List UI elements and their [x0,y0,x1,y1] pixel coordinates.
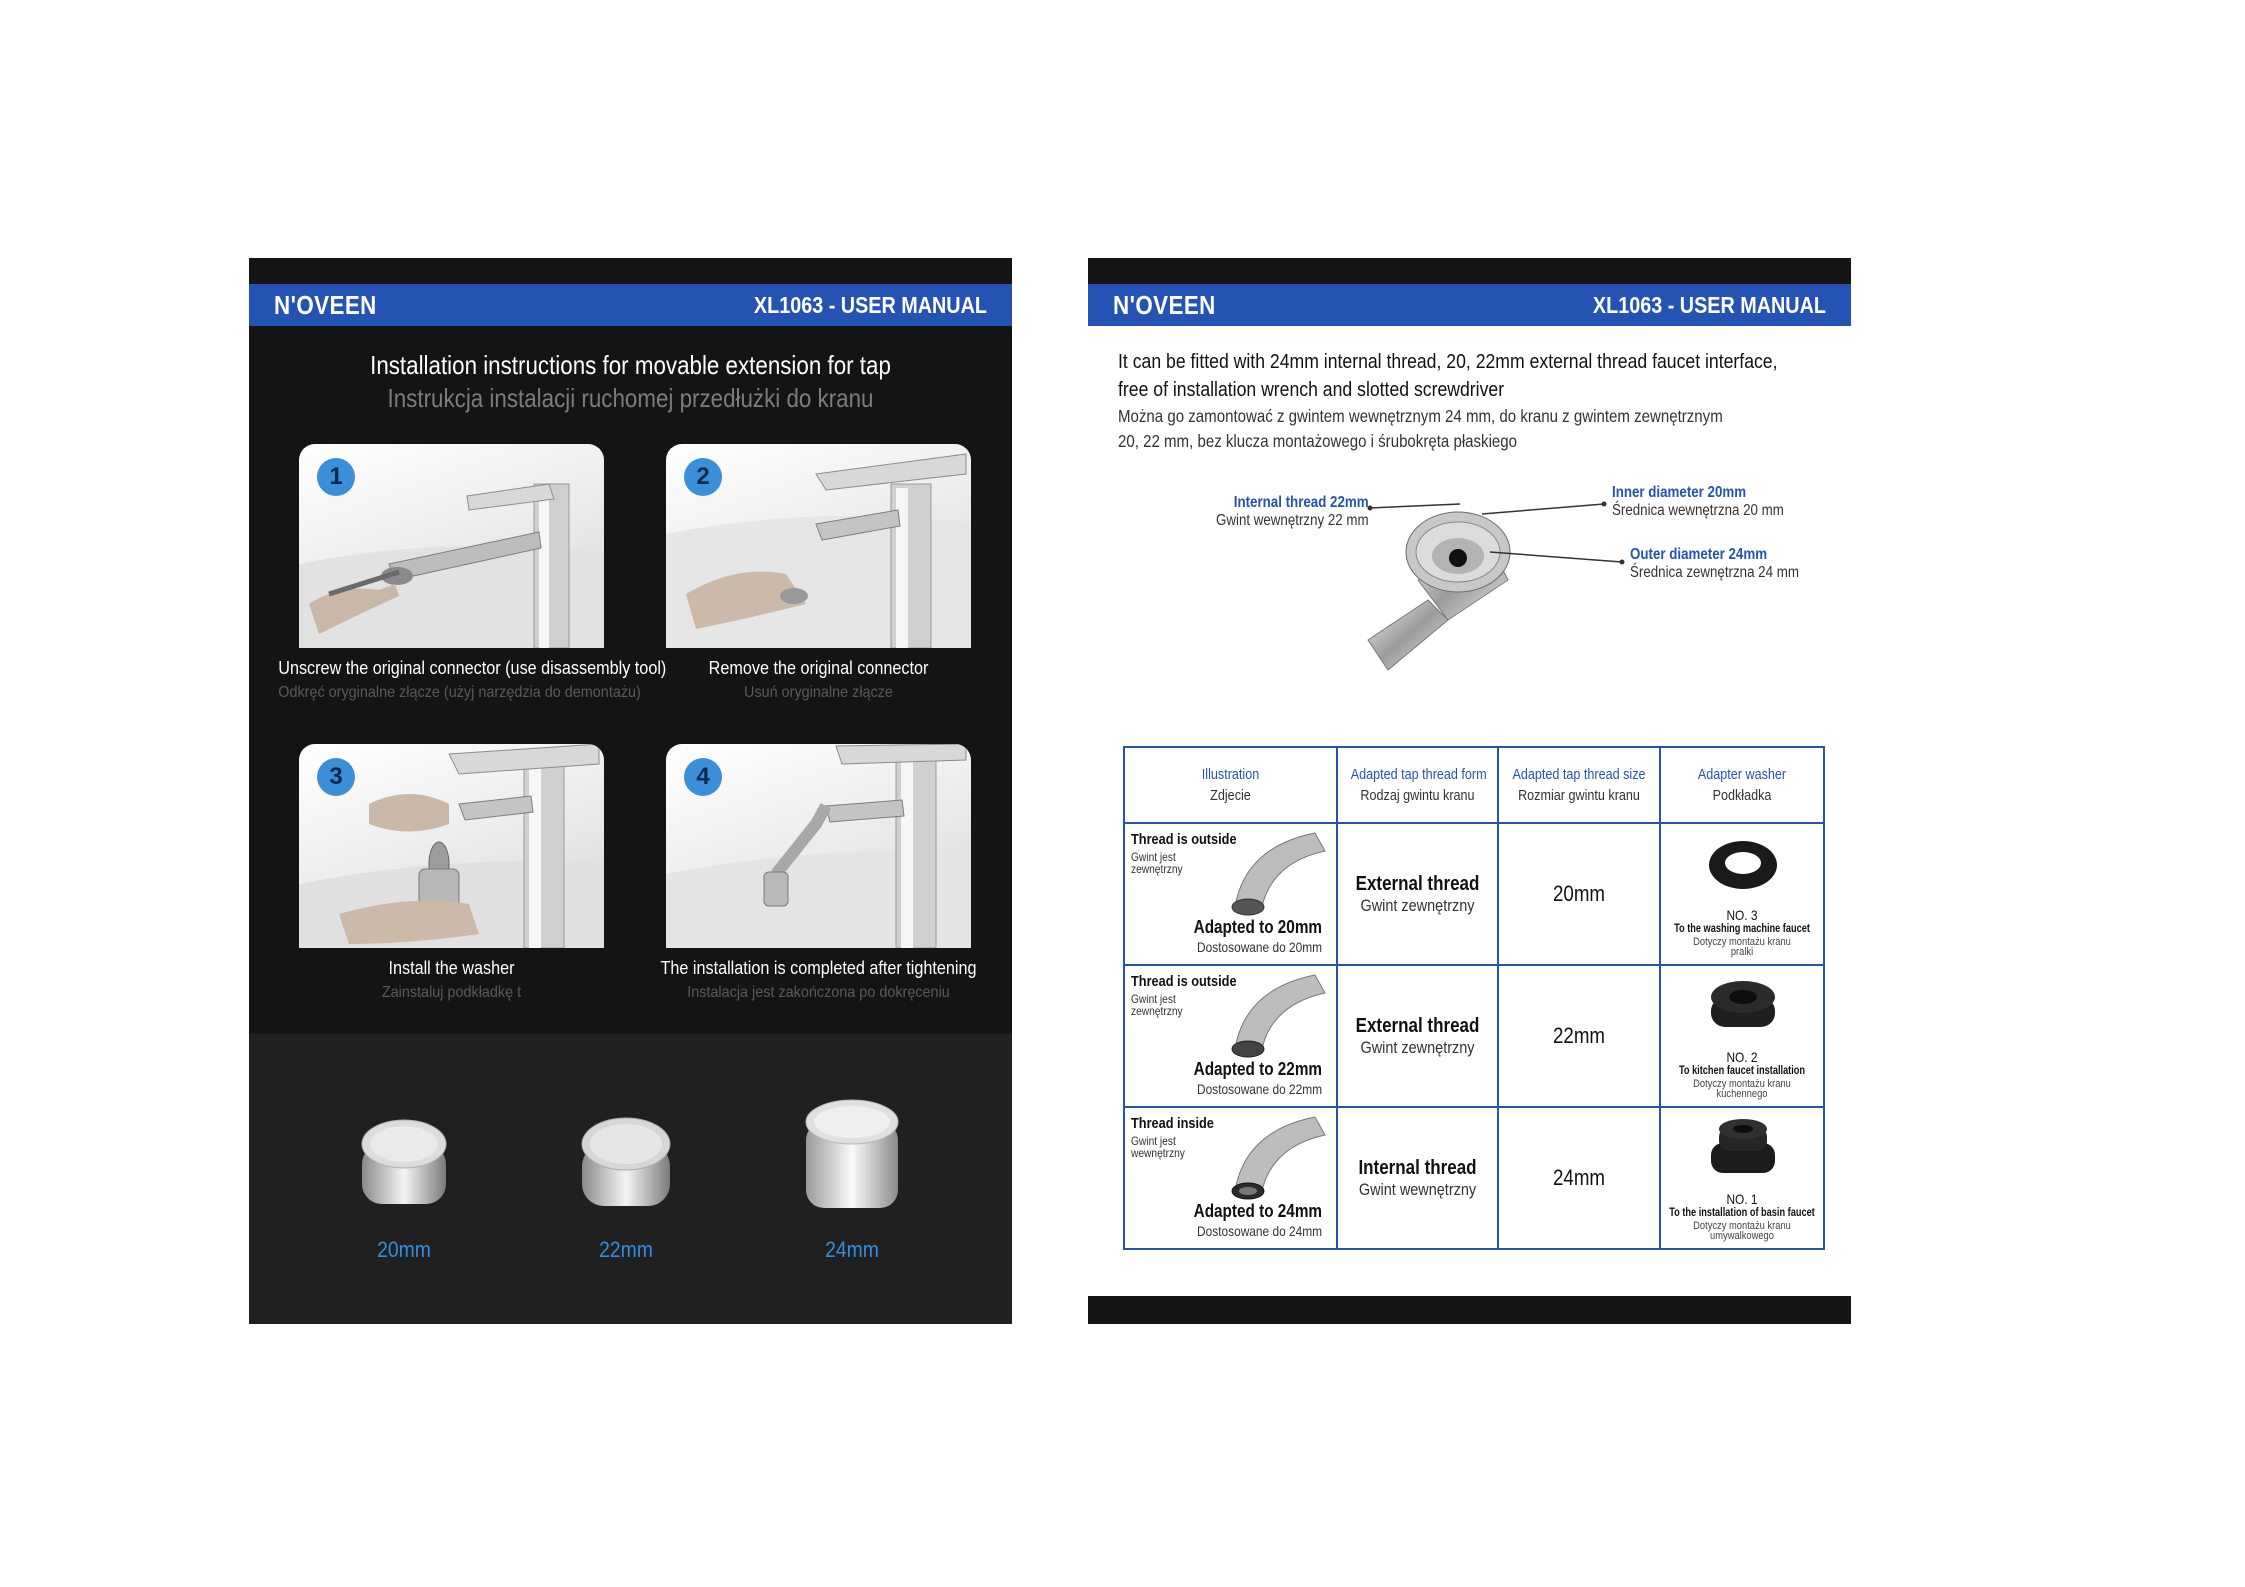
thread-spec-table [1123,746,1825,1250]
step-number-badge: 2 [684,458,722,496]
table-row [1124,823,1824,965]
header-thread-size [1498,747,1660,823]
intro-pl-line-2: 20, 22 mm, bez klucza montażowego i śrubokręta płaskiego [1118,431,1518,451]
cell-illustration [1124,1107,1337,1249]
callout-label-pl: Gwint wewnętrzny 22 mm [1215,512,1369,529]
step-caption-pl: Instalacja jest zakończona po dokręceniu [687,984,950,1001]
header-en: Adapted tap thread form [1350,766,1487,783]
aerator-22mm [576,1114,676,1263]
faucet-spout-image [1225,827,1335,917]
heading-en: Installation instructions for movable extension for tap [370,350,891,380]
thread-size-value: 20mm [1553,881,1605,906]
callout-label-pl: Średnica zewnętrzna 24 mm [1630,564,1799,581]
table-row [1124,1107,1824,1249]
header-washer [1660,747,1824,823]
washer-use-pl: Dotyczy montażu kranu kuchennego [1693,1078,1791,1100]
step-caption-en: Remove the original connector [708,658,929,678]
instructions-heading [249,350,1012,414]
washer-use-en: To the installation of basin faucet [1669,1207,1815,1219]
step-photo [666,744,971,948]
top-strip [249,258,1012,284]
step-photo [299,744,604,948]
step-caption-pl: Zainstaluj podkładkę t [381,984,522,1001]
cell-thread-form [1337,1107,1498,1249]
callout-label-en: Inner diameter 20mm [1612,484,1747,501]
step-photo [299,444,604,648]
thread-form-en: Internal thread [1358,1156,1477,1179]
aerator-size-label: 24mm [825,1237,879,1262]
callout-label-en: Outer diameter 24mm [1630,546,1768,563]
intro-en-line-1: It can be fitted with 24mm internal thread, 20, 22mm external thread faucet interface, [1118,350,1778,373]
header-en: Illustration [1201,766,1260,783]
aerator-size-label: 22mm [599,1237,653,1262]
step-1 [278,444,667,701]
header-pl: Podkładka [1712,787,1772,804]
callout-label-en: Internal thread 22mm [1233,494,1369,511]
cell-washer [1660,965,1824,1107]
washer-use-en: To kitchen faucet installation [1678,1065,1806,1077]
aerator-24mm [802,1096,902,1263]
header-pl: Rodzaj gwintu kranu [1360,787,1475,804]
bottom-strip [1088,1296,1851,1324]
step-caption-en: The installation is completed after tightening [660,958,977,978]
washer-number: NO. 2 [1726,1049,1758,1065]
washer-ring-image [1705,833,1781,903]
callout-inner-diameter [1612,484,1784,520]
brand-logo: N'OVEEN [1113,289,1216,320]
cell-thread-size [1498,823,1660,965]
aerator-sizes-panel [249,1034,1012,1324]
washer-use-en: To the washing machine faucet [1674,923,1810,935]
aerator-image [802,1096,902,1214]
thread-form-en: External thread [1355,872,1480,895]
cell-thread-form [1337,823,1498,965]
washer-use-pl: Dotyczy montażu kranu umywalkowego [1693,1220,1791,1242]
step-caption-en: Install the washer [388,958,515,978]
washer-thick-image [1705,975,1781,1045]
cell-thread-size [1498,965,1660,1107]
header-illustration [1124,747,1337,823]
manual-page-left [249,258,1012,1324]
thread-form-pl: Gwint zewnętrzny [1360,895,1475,915]
adapted-size-pl: Dostosowane do 24mm [1196,1223,1322,1239]
intro-en-line-2: free of installation wrench and slotted screwdriver [1118,378,1505,401]
thread-location-pl: Gwint jest zewnętrzny [1131,850,1183,876]
step-number-badge: 3 [317,758,355,796]
washer-number: NO. 1 [1726,1191,1758,1207]
thread-location-pl: Gwint jest zewnętrzny [1131,992,1183,1018]
step-caption-en: Unscrew the original connector (use disassembly tool) [278,658,667,678]
faucet-spout-image [1225,969,1335,1059]
cell-illustration [1124,823,1337,965]
thread-size-value: 22mm [1553,1023,1605,1048]
callout-label-pl: Średnica wewnętrzna 20 mm [1612,502,1784,519]
header-en: Adapted tap thread size [1512,766,1646,783]
aerator-image [354,1114,454,1214]
step-caption-pl: Odkręć oryginalne złącze (użyj narzędzia do demontażu) [278,684,641,701]
step-number-badge: 4 [684,758,722,796]
aerator-size-label: 20mm [377,1237,431,1262]
adapted-size-label: Adapted to 20mm [1193,917,1322,937]
washer-stepped-image [1705,1117,1781,1187]
cell-thread-size [1498,1107,1660,1249]
header-bar [249,284,1012,326]
cell-washer [1660,823,1824,965]
step-number-badge: 1 [317,458,355,496]
washer-use-pl: Dotyczy montażu kranu pralki [1693,936,1791,958]
cell-washer [1660,1107,1824,1249]
thread-form-pl: Gwint zewnętrzny [1360,1037,1475,1057]
step-2 [666,444,971,701]
callout-internal-thread [1188,494,1369,530]
thread-location-label: Thread inside [1131,1115,1214,1132]
callout-outer-diameter [1630,546,1799,582]
header-en: Adapter washer [1697,766,1787,783]
step-caption-pl: Usuń oryginalne złącze [744,684,893,701]
adapted-size-label: Adapted to 22mm [1193,1059,1322,1079]
header-pl: Zdjecie [1210,787,1251,804]
cell-illustration [1124,965,1337,1107]
manual-title: XL1063 - USER MANUAL [753,291,987,318]
table-header-row [1124,747,1824,823]
thread-form-en: External thread [1355,1014,1480,1037]
faucet-spout-image [1225,1111,1335,1201]
intro-pl-line-1: Można go zamontować z gwintem wewnętrznym 24 mm, do kranu z gwintem zewnętrznym [1118,406,1723,426]
thread-size-value: 24mm [1553,1165,1605,1190]
adapted-size-label: Adapted to 24mm [1193,1201,1322,1221]
adapted-size-pl: Dostosowane do 22mm [1196,1081,1322,1097]
brand-logo: N'OVEEN [274,289,377,320]
manual-page-right [1088,258,1851,1324]
manual-title: XL1063 - USER MANUAL [1592,291,1826,318]
thread-location-label: Thread is outside [1131,973,1237,990]
adapted-size-pl: Dostosowane do 20mm [1196,939,1322,955]
step-3 [299,744,604,1001]
heading-pl: Instrukcja instalacji ruchomej przedłużki do kranu [387,383,874,413]
aerator-image [576,1114,676,1214]
step-4 [660,744,977,1001]
cell-thread-form [1337,965,1498,1107]
step-photo [666,444,971,648]
thread-form-pl: Gwint wewnętrzny [1358,1179,1477,1199]
aerator-20mm [354,1114,454,1263]
thread-location-label: Thread is outside [1131,831,1237,848]
washer-number: NO. 3 [1726,907,1758,923]
table-row [1124,965,1824,1107]
header-pl: Rozmiar gwintu kranu [1518,787,1640,804]
thread-location-pl: Gwint jest wewnętrzny [1131,1134,1185,1160]
header-thread-form [1337,747,1498,823]
